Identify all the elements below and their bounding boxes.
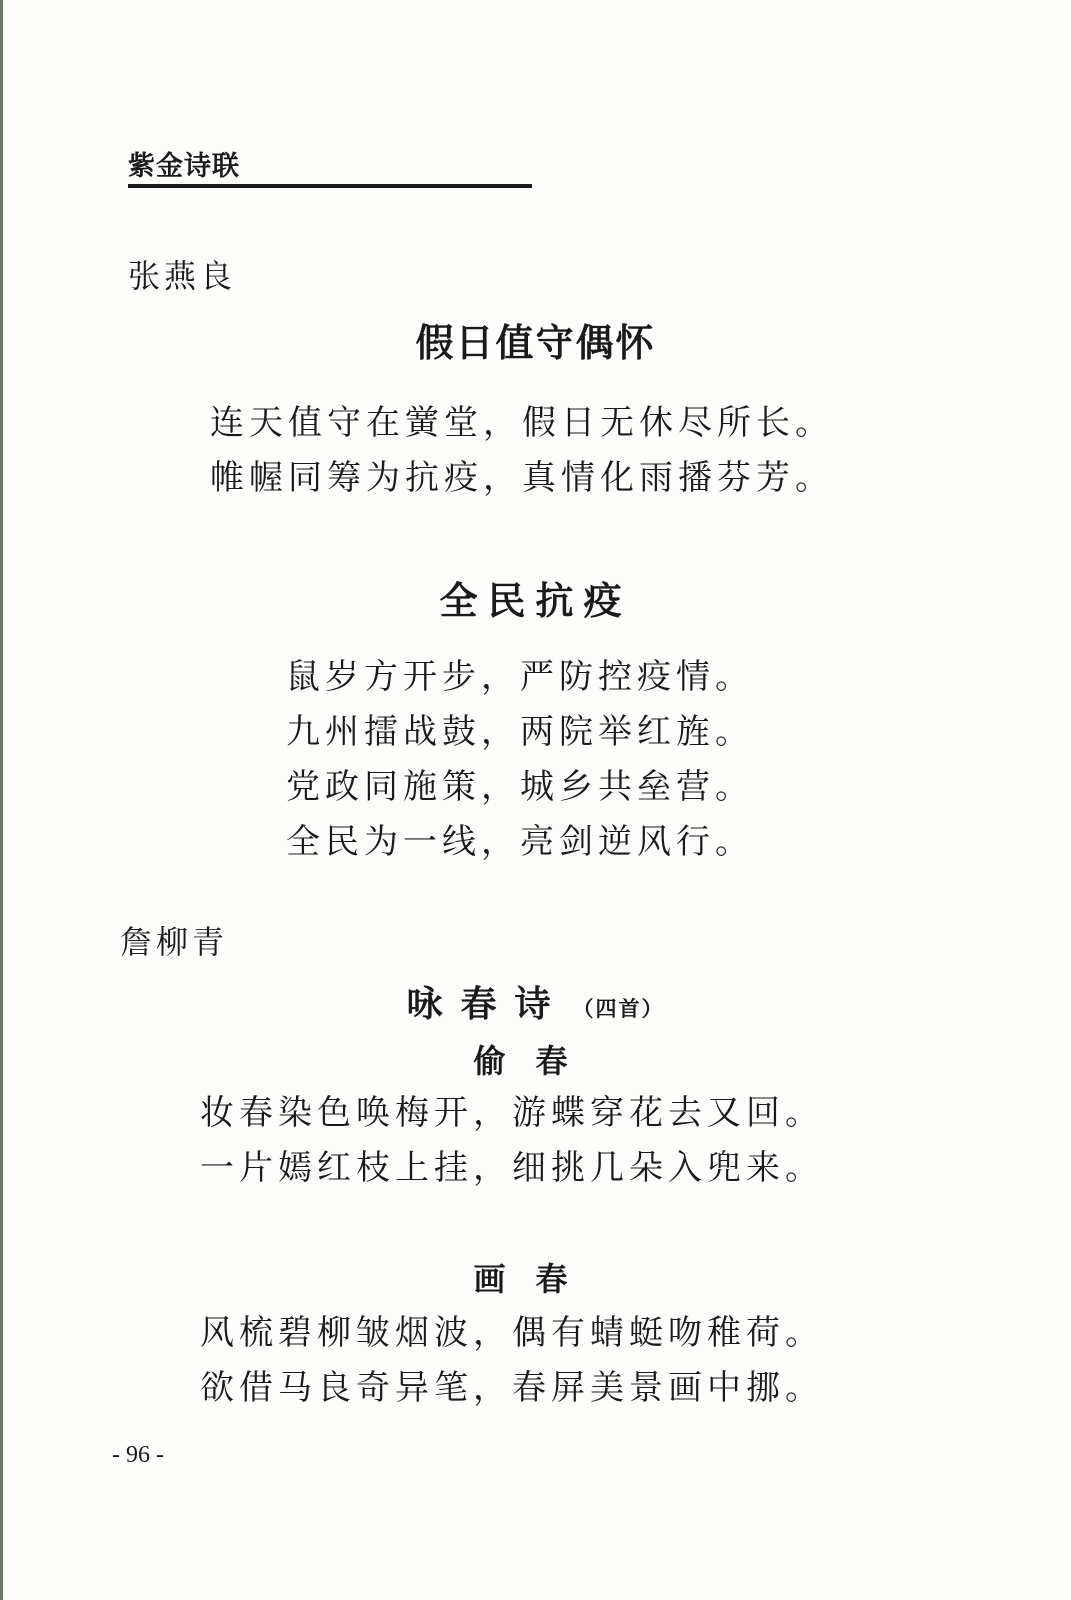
poem-verse <box>286 650 754 870</box>
verse-line: 全民为一线，亮剑逆风行。 <box>286 822 754 862</box>
verse-line: 鼠岁方开步，严防控疫情。 <box>286 657 754 697</box>
author-name: 詹柳青 <box>120 923 229 961</box>
poem-title: 假日值守偶怀 <box>415 321 656 365</box>
page-number: - 96 - <box>112 1442 164 1468</box>
running-header <box>128 150 532 184</box>
header-rule <box>128 184 532 188</box>
verse-line: 一片嫣红枝上挂，细挑几朵入兜来。 <box>200 1148 824 1188</box>
verse-line: 风梳碧柳皱烟波，偶有蜻蜓吻稚荷。 <box>200 1313 824 1353</box>
verse-line: 欲借马良奇异笔，春屏美景画中挪。 <box>200 1368 824 1408</box>
group-title-text: 咏春诗 <box>406 984 569 1025</box>
verse-line: 妆春染色唤梅开，游蝶穿花去又回。 <box>200 1093 824 1133</box>
verse-line: 党政同施策，城乡共垒营。 <box>286 767 754 807</box>
verse-line: 九州擂战鼓，两院举红旌。 <box>286 712 754 752</box>
poem-title: 画春 <box>473 1260 598 1298</box>
poem-verse <box>200 1086 824 1196</box>
poem-title: 偷春 <box>473 1042 598 1080</box>
poem-title: 全民抗疫 <box>439 579 632 623</box>
poem-verse <box>210 396 834 506</box>
group-title <box>0 980 1071 1034</box>
scan-edge <box>0 0 3 1600</box>
verse-line: 连天值守在黉堂，假日无休尽所长。 <box>210 403 834 443</box>
group-note: （四首） <box>572 997 665 1021</box>
author-name: 张燕良 <box>128 257 237 295</box>
verse-line: 帷幄同筹为抗疫，真情化雨播芬芳。 <box>210 458 834 498</box>
poem-verse <box>200 1306 824 1416</box>
running-title: 紫金诗联 <box>128 151 240 182</box>
